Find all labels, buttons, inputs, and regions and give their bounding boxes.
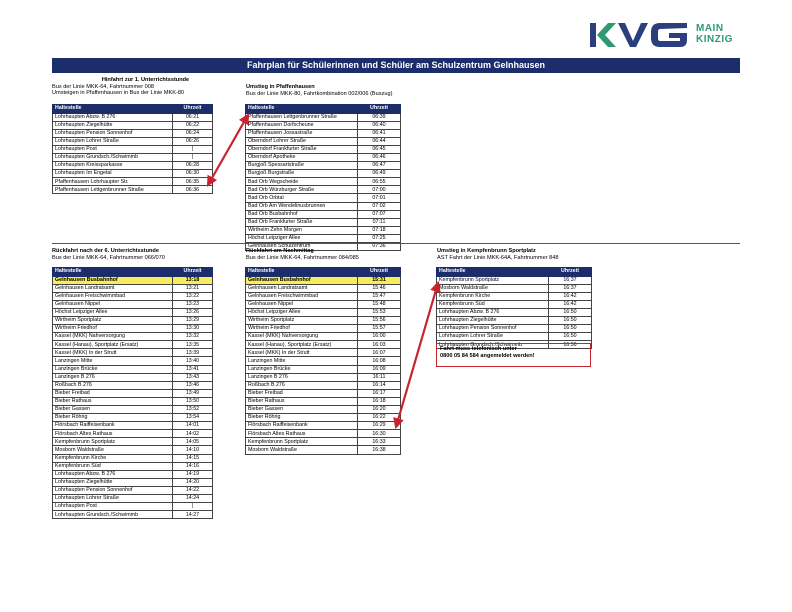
departure-time-cell: 16:50 (549, 341, 592, 349)
stop-name-cell: Lohrhaupten Post (53, 503, 173, 511)
departure-time-cell: 14:02 (173, 430, 213, 438)
departure-time-cell: 14:20 (173, 478, 213, 486)
departure-time-cell: | (173, 503, 213, 511)
stop-name-cell: Lohrhaupten Ziegelhütte (53, 121, 173, 129)
departure-time-cell: 14:10 (173, 446, 213, 454)
stop-name-cell: Gelnhausen Busbahnhof (53, 276, 173, 284)
departure-time-cell: 07:11 (358, 218, 401, 226)
stop-name-cell: Kempfenbrunn Kirche (53, 454, 173, 462)
stop-name-cell: Gelnhausen Nippel (53, 300, 173, 308)
stop-name-cell: Kempfenbrunn Sportplatz (437, 276, 549, 284)
stop-name-cell: Flörsbach Raiffeisenbank (53, 422, 173, 430)
stop-name-cell: Lohrhaupten Post (53, 145, 173, 153)
column-header-time: Uhrzeit (173, 268, 213, 277)
section4-title: Rückfahrt am Nachmittag (246, 248, 314, 254)
stop-name-cell: Oberndorf Lohrer Straße (246, 137, 358, 145)
departure-time-cell: 06:21 (173, 113, 213, 121)
departure-time-cell: 07:18 (358, 226, 401, 234)
departure-time-cell: 13:22 (173, 292, 213, 300)
logo-text-main: MAIN (696, 23, 724, 34)
departure-time-cell: 15:48 (358, 300, 401, 308)
stop-name-cell: Gelnhausen Schulzentrum (246, 243, 358, 251)
stop-name-cell: Gelnhausen Landratsamt (53, 284, 173, 292)
departure-time-cell: 15:57 (358, 325, 401, 333)
stop-name-cell: Wirtheim Friedhof (53, 325, 173, 333)
departure-time-cell: 07:01 (358, 194, 401, 202)
departure-time-cell: 16:37 (549, 276, 592, 284)
stop-name-cell: Bad Orb Wegscheide (246, 178, 358, 186)
column-header-stop: Haltestelle (246, 105, 358, 114)
stop-name-cell: Pfaffenhausen Lettgenbrunner Straße (53, 186, 173, 194)
departure-time-cell: | (173, 153, 213, 161)
departure-time-cell: 13:21 (173, 284, 213, 292)
departure-time-cell: 16:38 (358, 446, 401, 454)
stop-name-cell: Burgjoß Spessartstraße (246, 162, 358, 170)
departure-time-cell: 16:30 (358, 430, 401, 438)
departure-time-cell: 06:45 (358, 145, 401, 153)
departure-time-cell: 13:50 (173, 397, 213, 405)
departure-time-cell: 07:00 (358, 186, 401, 194)
departure-time-cell: 13:40 (173, 357, 213, 365)
departure-time-cell: 16:11 (358, 373, 401, 381)
departure-time-cell: 16:29 (358, 422, 401, 430)
stop-name-cell: Lohrhaupten Pension Sonnenhof (53, 486, 173, 494)
stop-name-cell: Burgjoß Burgstraße (246, 170, 358, 178)
stop-name-cell: Lohrhaupten Grundsch./Schwimmb (53, 153, 173, 161)
departure-time-cell: 15:56 (358, 316, 401, 324)
stop-name-cell: Gelnhausen Freischwimmbad (246, 292, 358, 300)
stop-name-cell: Pfaffenhausen Lettgenbrunner Straße (246, 113, 358, 121)
stop-name-cell: Gelnhausen Landratsamt (246, 284, 358, 292)
stop-name-cell: Bieber Rathaus (53, 397, 173, 405)
stop-name-cell: Bieber Gassen (246, 406, 358, 414)
departure-time-cell: 16:09 (358, 365, 401, 373)
stop-name-cell: Lohrhaupten Abzw. B 276 (437, 308, 549, 316)
departure-time-cell: 16:00 (358, 333, 401, 341)
stop-name-cell: Wirtheim Sportplatz (53, 316, 173, 324)
stop-name-cell: Bad Orb Am Wendelinusbrunnen (246, 202, 358, 210)
stop-name-cell: Gelnhausen Nippel (246, 300, 358, 308)
departure-time-cell: 14:22 (173, 486, 213, 494)
note-line1: Fahrt muss telefonisch unter (440, 346, 517, 352)
stop-name-cell: Bad Orb Busbahnhof (246, 210, 358, 218)
departure-time-cell: 13:39 (173, 349, 213, 357)
section4-line1: Bus der Linie MKK-64, Fahrtnummer 084/085 (246, 254, 359, 261)
logo-text-kinzig: KINZIG (696, 34, 733, 45)
stop-name-cell: Lohrhaupten Pension Sonnenhof (53, 129, 173, 137)
departure-time-cell: 16:50 (549, 308, 592, 316)
departure-time-cell: 07:36 (358, 243, 401, 251)
stop-name-cell: Kassel (MKK) Nahversorgung (246, 333, 358, 341)
departure-time-cell: 15:53 (358, 308, 401, 316)
departure-time-cell: 06:40 (358, 121, 401, 129)
transfer-arrow-kempfenbrunn (396, 283, 438, 427)
departure-time-cell: 16:17 (358, 389, 401, 397)
departure-time-cell: 16:14 (358, 381, 401, 389)
stop-name-cell: Lanzingen B 276 (53, 373, 173, 381)
stop-name-cell: Bieber Röhrig (246, 414, 358, 422)
departure-time-cell: 16:20 (358, 406, 401, 414)
departure-time-cell: 13:54 (173, 414, 213, 422)
departure-time-cell: 16:03 (358, 341, 401, 349)
stop-name-cell: Roßbach B 276 (246, 381, 358, 389)
section1-line1: Bus der Linie MKK-64, Fahrtnummer 008 (52, 83, 154, 90)
stop-name-cell: Höchst Leipziger Allee (53, 308, 173, 316)
stop-name-cell: Bad Orb Würzburger Straße (246, 186, 358, 194)
stop-name-cell: Lohrhaupten Ziegelhütte (53, 478, 173, 486)
stop-name-cell: Lohrhaupten Lohrer Straße (53, 137, 173, 145)
departure-time-cell: 14:16 (173, 462, 213, 470)
departure-time-cell: 16:50 (549, 325, 592, 333)
departure-time-cell: 13:26 (173, 308, 213, 316)
stop-name-cell: Bieber Freibad (53, 389, 173, 397)
stop-name-cell: Bieber Röhrig (53, 414, 173, 422)
section1-title: Hinfahrt zur 1. Unterrichtsstunde (101, 77, 190, 83)
departure-time-cell: 16:42 (549, 300, 592, 308)
stop-name-cell: Bieber Rathaus (246, 397, 358, 405)
stop-name-cell: Oberndorf Apotheke (246, 153, 358, 161)
stop-name-cell: Bad Orb Frankfurter Straße (246, 218, 358, 226)
section3-title: Rückfahrt nach der 6. Unterrichtsstunde (52, 248, 159, 254)
stop-name-cell: Mosborn Waldstraße (53, 446, 173, 454)
page-title-banner: Fahrplan für Schülerinnen und Schüler am Schulzentrum Gelnhausen (52, 58, 740, 73)
stop-name-cell: Pfaffenhausen Dorfscheune (246, 121, 358, 129)
stop-name-cell: Kempfenbrunn Sportplatz (246, 438, 358, 446)
section1-line2: Umsteigen in Pfaffenhausen in Bus der Linie MKK-80 (52, 90, 185, 97)
departure-time-cell: 06:22 (173, 121, 213, 129)
column-header-stop: Haltestelle (53, 105, 173, 114)
section5-line1: AST Fahrt der Linie MKK-64A, Fahrtnummer 848 (437, 254, 559, 261)
departure-time-cell: 14:19 (173, 470, 213, 478)
stop-name-cell: Flörsbach Altes Rathaus (246, 430, 358, 438)
stop-name-cell: Lanzingen Mitte (246, 357, 358, 365)
departure-time-cell: 06:24 (173, 129, 213, 137)
section2-title: Umstieg in Pfaffenhausen (246, 84, 315, 90)
stop-name-cell: Kempfenbrunn Süd (437, 300, 549, 308)
departure-time-cell: 14:01 (173, 422, 213, 430)
column-header-time: Uhrzeit (173, 105, 213, 114)
stop-name-cell: Lohrhaupten Ziegelhütte (437, 316, 549, 324)
section2-line1: Bus der Linie MKK-80, Fahrtkombination 002/006 (Buszug) (246, 90, 393, 97)
stop-name-cell: Kempfenbrunn Kirche (437, 292, 549, 300)
departure-time-cell: 06:44 (358, 137, 401, 145)
column-header-time: Uhrzeit (549, 268, 592, 277)
stop-name-cell: Gelnhausen Busbahnhof (246, 276, 358, 284)
stop-name-cell: Bieber Freibad (246, 389, 358, 397)
departure-time-cell: 06:36 (173, 186, 213, 194)
departure-time-cell: 16:07 (358, 349, 401, 357)
departure-time-cell: 06:26 (173, 137, 213, 145)
stop-name-cell: Bad Orb Orbtal (246, 194, 358, 202)
departure-time-cell: 14:05 (173, 438, 213, 446)
departure-time-cell: 06:41 (358, 129, 401, 137)
departure-time-cell: 16:22 (358, 414, 401, 422)
departure-time-cell: 06:35 (173, 178, 213, 186)
departure-time-cell: 14:27 (173, 511, 213, 519)
departure-time-cell: 14:24 (173, 495, 213, 503)
departure-time-cell: 06:55 (358, 178, 401, 186)
departure-time-cell: 16:50 (549, 333, 592, 341)
column-header-stop: Haltestelle (437, 268, 549, 277)
stop-name-cell: Höchst Leipziger Allee (246, 234, 358, 242)
column-header-stop: Haltestelle (246, 268, 358, 277)
stop-name-cell: Lanzingen Mitte (53, 357, 173, 365)
departure-time-cell: 13:46 (173, 381, 213, 389)
departure-time-cell: 13:23 (173, 300, 213, 308)
departure-time-cell: 16:18 (358, 397, 401, 405)
stop-name-cell: Lohrhaupten Kreissparkasse (53, 162, 173, 170)
stop-name-cell: Lanzingen B 276 (246, 373, 358, 381)
departure-time-cell: 06:28 (173, 162, 213, 170)
departure-time-cell: 13:30 (173, 325, 213, 333)
departure-time-cell: 13:49 (173, 389, 213, 397)
stop-name-cell: Höchst Leipziger Allee (246, 308, 358, 316)
stop-name-cell: Kassel (Hanau), Sportplatz (Ersatz) (246, 341, 358, 349)
departure-time-cell: 07:07 (358, 210, 401, 218)
stop-name-cell: Lohrhaupten Grundsch./Schwimmb (437, 341, 549, 349)
departure-time-cell: 16:33 (358, 438, 401, 446)
departure-time-cell: 06:30 (173, 170, 213, 178)
departure-time-cell: 14:15 (173, 454, 213, 462)
stop-name-cell: Kassel (MKK) In der Strutt (53, 349, 173, 357)
stop-name-cell: Gelnhausen Freischwimmbad (53, 292, 173, 300)
stop-name-cell: Kempfenbrunn Sportplatz (53, 438, 173, 446)
departure-time-cell: 06:47 (358, 162, 401, 170)
departure-time-cell: 13:18 (173, 276, 213, 284)
departure-time-cell: 06:49 (358, 170, 401, 178)
departure-time-cell: 16:42 (549, 292, 592, 300)
stop-name-cell: Flörsbach Altes Rathaus (53, 430, 173, 438)
stop-name-cell: Lanzingen Brücke (246, 365, 358, 373)
stop-name-cell: Pfaffenhausen Lohrhaupter Str. (53, 178, 173, 186)
stop-name-cell: Mosborn Waldstraße (437, 284, 549, 292)
column-header-time: Uhrzeit (358, 268, 401, 277)
departure-time-cell: 07:25 (358, 234, 401, 242)
departure-time-cell: 13:52 (173, 406, 213, 414)
departure-time-cell: 13:35 (173, 341, 213, 349)
stop-name-cell: Bieber Gassen (53, 406, 173, 414)
departure-time-cell: 16:37 (549, 284, 592, 292)
transfer-arrow-pfaffenhausen (208, 115, 248, 185)
stop-name-cell: Oberndorf Frankfurter Straße (246, 145, 358, 153)
departure-time-cell: 16:50 (549, 316, 592, 324)
stop-name-cell: Lohrhaupten Grundsch./Schwimmb (53, 511, 173, 519)
departure-time-cell: 07:02 (358, 202, 401, 210)
stop-name-cell: Lohrhaupten Lohrer Straße (53, 495, 173, 503)
stop-name-cell: Lohrhaupten Im Engetal (53, 170, 173, 178)
departure-time-cell: 13:32 (173, 333, 213, 341)
stop-name-cell: Pfaffenhausen Jossastraße (246, 129, 358, 137)
departure-time-cell: 15:31 (358, 276, 401, 284)
stop-name-cell: Wirtheim Sportplatz (246, 316, 358, 324)
departure-time-cell: 06:39 (358, 113, 401, 121)
departure-time-cell: 13:43 (173, 373, 213, 381)
section5-title: Umstieg in Kempfenbrunn Sportplatz (437, 248, 536, 254)
stop-name-cell: Kassel (MKK) Nahversorgung (53, 333, 173, 341)
stop-name-cell: Kassel (MKK) In der Strutt (246, 349, 358, 357)
stop-name-cell: Lohrhaupten Pension Sonnenhof (437, 325, 549, 333)
departure-time-cell: 15:47 (358, 292, 401, 300)
stop-name-cell: Roßbach B 276 (53, 381, 173, 389)
departure-time-cell: 16:08 (358, 357, 401, 365)
departure-time-cell: 15:46 (358, 284, 401, 292)
column-header-time: Uhrzeit (358, 105, 401, 114)
stop-name-cell: Wirtheim Friedhof (246, 325, 358, 333)
stop-name-cell: Mosborn Waldstraße (246, 446, 358, 454)
departure-time-cell: | (173, 145, 213, 153)
stop-name-cell: Kassel (Hanau), Sportplatz (Ersatz) (53, 341, 173, 349)
stop-name-cell: Flörsbach Raiffeisenbank (246, 422, 358, 430)
stop-name-cell: Lanzingen Brücke (53, 365, 173, 373)
section3-line1: Bus der Linie MKK-64, Fahrtnummer 066/070 (52, 254, 165, 261)
departure-time-cell: 13:29 (173, 316, 213, 324)
stop-name-cell: Kempfenbrunn Süd (53, 462, 173, 470)
stop-name-cell: Lohrhaupten Abzw. B 276 (53, 470, 173, 478)
stop-name-cell: Lohrhaupten Lohrer Straße (437, 333, 549, 341)
departure-time-cell: 13:41 (173, 365, 213, 373)
column-header-stop: Haltestelle (53, 268, 173, 277)
departure-time-cell: 06:46 (358, 153, 401, 161)
note-line2: 0800 05 84 584 angemeldet werden! (440, 353, 535, 359)
stop-name-cell: Wirtheim Zehn Morgen (246, 226, 358, 234)
stop-name-cell: Lohrhaupten Abzw. B 276 (53, 113, 173, 121)
